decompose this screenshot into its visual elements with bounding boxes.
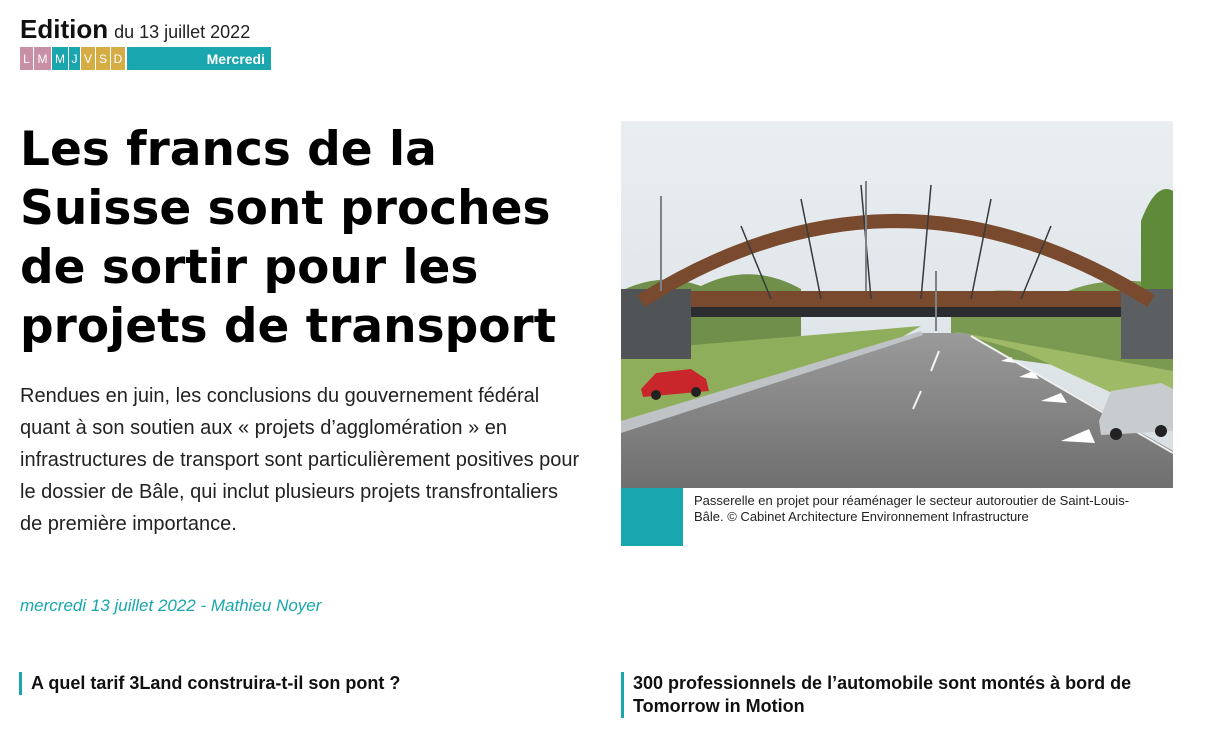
article-lead: Rendues en juin, les conclusions du gouvernement fédéral quant à son soutien aux « projets d’agglomération » en infrastructures de transport sont particulièrement positives pour le dossier de Bâle, qui inclut plusieurs projets transfrontaliers de première importance. bbox=[20, 385, 580, 535]
bridge-illustration bbox=[621, 121, 1173, 488]
photo-caption bbox=[621, 488, 1173, 546]
day-saturday[interactable]: S bbox=[96, 47, 110, 70]
day-sunday[interactable]: D bbox=[111, 47, 125, 70]
related-article-link[interactable]: 300 professionnels de l’automobile sont montés à bord de Tomorrow in Motion bbox=[621, 672, 1183, 718]
day-friday[interactable]: V bbox=[81, 47, 95, 70]
day-monday[interactable]: L bbox=[20, 47, 33, 70]
caption-accent-swatch bbox=[621, 488, 683, 546]
edition-date: du 13 juillet 2022 bbox=[114, 22, 251, 42]
day-thursday[interactable]: J bbox=[69, 47, 80, 70]
article-photo[interactable] bbox=[621, 121, 1173, 488]
current-day-label: Mercredi bbox=[127, 47, 271, 70]
related-article-link[interactable]: A quel tarif 3Land construira-t-il son pont ? bbox=[19, 672, 571, 695]
edition-title bbox=[20, 14, 271, 45]
edition-header bbox=[20, 14, 271, 70]
day-wednesday[interactable]: M bbox=[52, 47, 68, 70]
edition-label: Edition bbox=[20, 14, 109, 44]
day-selector bbox=[20, 47, 271, 70]
article-headline[interactable]: Les francs de la Suisse sont proches de sortir pour les projets de transport bbox=[20, 122, 557, 354]
article-byline: mercredi 13 juillet 2022 - Mathieu Noyer bbox=[20, 596, 322, 615]
caption-text: Passerelle en projet pour réaménager le secteur autoroutier de Saint-Louis-Bâle. © Cabinet Architecture Environnement Infrastructure bbox=[694, 493, 1130, 524]
day-tuesday[interactable]: M bbox=[34, 47, 51, 70]
